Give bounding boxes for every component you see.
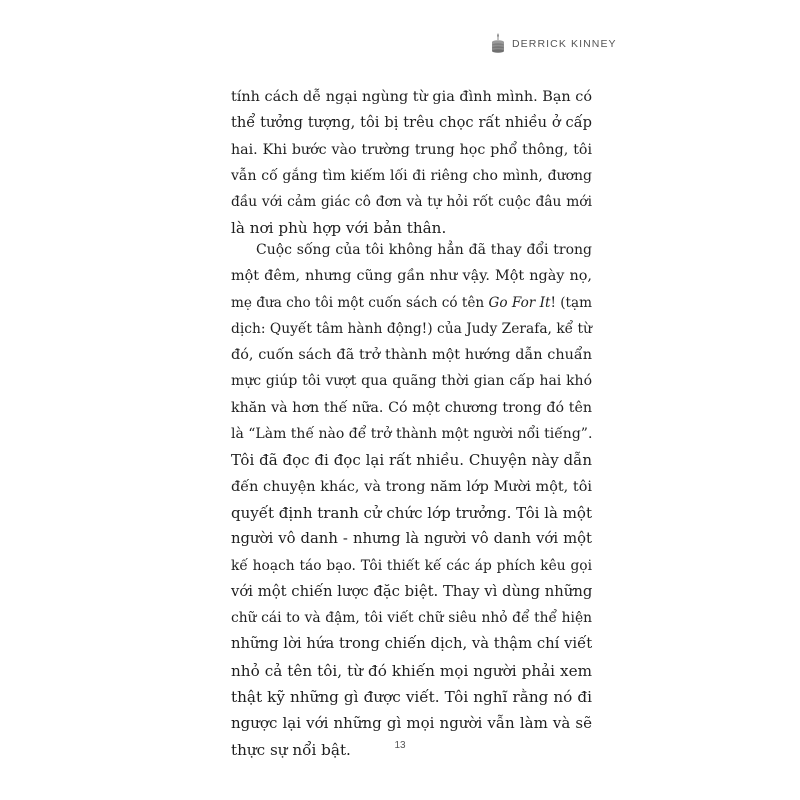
book-title: Go For It xyxy=(488,294,551,311)
text-line-with-title xyxy=(231,290,592,316)
text-line: chữ cái to và đậm, tôi viết chữ siêu nhỏ để thể hiện xyxy=(231,610,592,627)
paragraph xyxy=(231,237,592,763)
text-line: tính cách dễ ngại ngùng từ gia đình mình. Bạn có xyxy=(231,89,592,105)
paragraph xyxy=(231,84,592,242)
text-line: Tôi đã đọc đi đọc lại rất nhiều. Chuyện này dẫn xyxy=(231,451,592,470)
text-line: khăn và hơn thế nữa. Có một chương trong đó tên xyxy=(231,399,592,416)
text-line: những lời hứa trong chiến dịch, và thậm chí viết xyxy=(231,635,593,653)
text-line: một đêm, nhưng cũng gần như vậy. Một ngày nọ, xyxy=(231,268,592,285)
text-line: thể tưởng tượng, tôi bị trêu chọc rất nhiều ở cấp xyxy=(231,114,592,132)
coin-stack-icon xyxy=(490,32,506,54)
text-line: đến chuyện khác, và trong năm lớp Mười một, tôi xyxy=(231,478,592,495)
running-header xyxy=(490,30,650,60)
text-line: nhỏ cả tên tôi, từ đó khiến mọi người phải xem xyxy=(231,661,592,680)
text-line: đó, cuốn sách đã trở thành một hướng dẫn chuẩn xyxy=(231,347,592,364)
text-line: người vô danh - nhưng là người vô danh với một xyxy=(231,530,592,548)
text-line: thật kỹ những gì được viết. Tôi nghĩ rằng nó đi xyxy=(231,688,592,707)
page-number: 13 xyxy=(394,740,406,751)
text-line: thực sự nổi bật. xyxy=(231,740,351,759)
text-line: mực giúp tôi vượt qua quãng thời gian cấp hai khó xyxy=(231,373,592,390)
text-line: kế hoạch táo bạo. Tôi thiết kế các áp phích kêu gọi xyxy=(231,557,592,574)
text-fragment: mẹ đưa cho tôi một cuốn sách có tên xyxy=(231,294,489,311)
text-line: đầu với cảm giác cô đơn và tự hỏi rốt cuộc đâu mới xyxy=(231,194,592,211)
text-line: quyết định tranh cử chức lớp trưởng. Tôi là một xyxy=(231,503,592,522)
text-line: vẫn cố gắng tìm kiếm lối đi riêng cho mình, đương xyxy=(231,167,592,184)
author-name: DERRICK KINNEY xyxy=(512,38,617,50)
text-line: dịch: Quyết tâm hành động!) của Judy Zerafa, kể từ xyxy=(231,320,592,337)
text-line: là “Làm thế nào để trở thành một người nổi tiếng”. xyxy=(231,426,593,443)
text-fragment: ! (tạm xyxy=(550,294,593,311)
text-line: Cuộc sống của tôi không hẳn đã thay đổi trong xyxy=(256,242,592,258)
text-line: là nơi phù hợp với bản thân. xyxy=(231,219,447,238)
text-line: với một chiến lược đặc biệt. Thay vì dùng những xyxy=(231,582,593,600)
text-line: ngược lại với những gì mọi người vẫn làm và sẽ xyxy=(231,714,592,733)
text-line: hai. Khi bước vào trường trung học phổ thông, tôi xyxy=(231,141,592,158)
